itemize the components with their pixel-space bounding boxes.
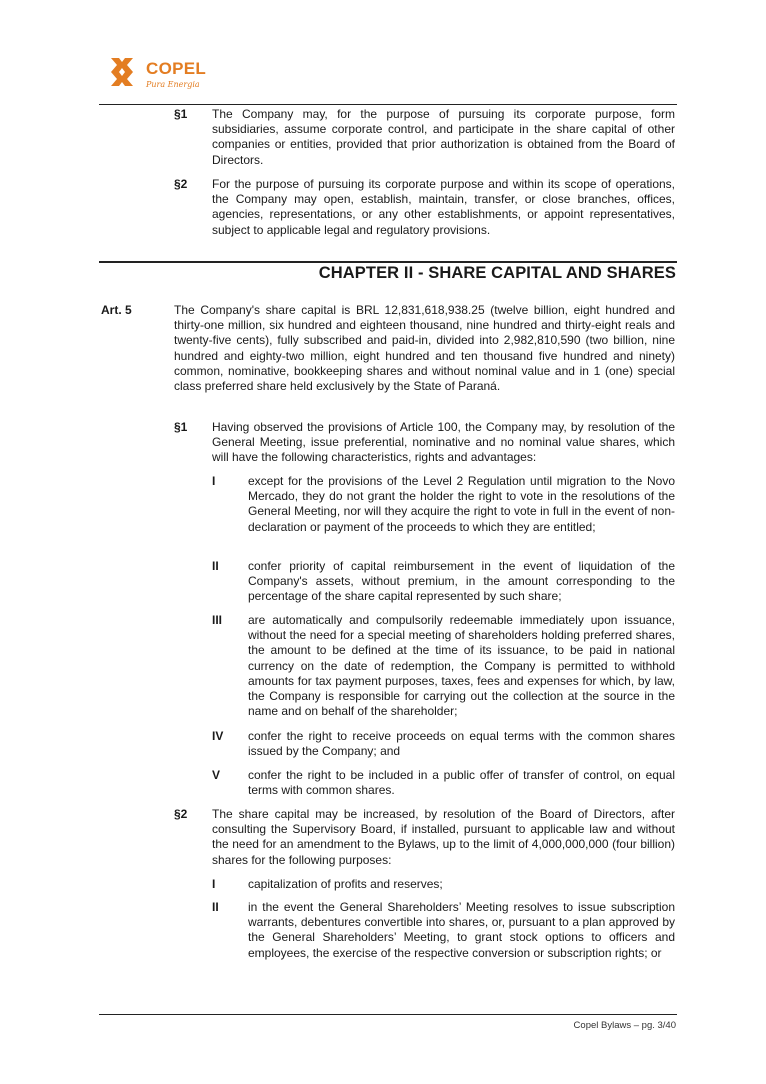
list-item-number: II	[212, 559, 219, 573]
logo-tagline: Pura Energia	[146, 80, 200, 89]
paragraph-label: §2	[174, 177, 188, 191]
list-item-text: capitalization of profits and reserves;	[248, 877, 443, 891]
list-item-number: III	[212, 613, 223, 627]
list-item-number: IV	[212, 729, 224, 743]
paragraph-text: The Company may, for the purpose of pursuing its corporate purpose, form subsidiaries, assume corporate control, and participate in the share capital of other companies or entities, provided that prior authorization is obtained from the Board of Directors.	[212, 107, 675, 167]
list-item-text: except for the provisions of the Level 2 Regulation until migration to the Novo Mercado, they do not grant the holder the right to vote in the resolutions of the General Meeting, nor will they acquire the right to vote in full in the event of non-declaration or payment of the proceeds to which they are entitled;	[248, 474, 675, 534]
list-item-text: confer the right to be included in a public offer of transfer of control, on equal terms with common shares.	[248, 768, 675, 798]
paragraph-label: §1	[174, 107, 188, 121]
footer-divider	[99, 1014, 677, 1015]
paragraph-label: §1	[174, 420, 188, 434]
logo-name: COPEL	[146, 59, 207, 78]
article-text: The Company's share capital is BRL 12,831,618,938.25 (twelve billion, eight hundred and thirty-one million, six hundred and eighteen thousand, nine hundred and thirty-eight reals and twenty-five cents), fully subscribed and paid-in, divided into 2,982,810,590 (two billion, nine hundred and eighty-two million, eight hundred and ten thousand five hundred and ninety) common, nominative, bookkeeping shares and without nominal value and in 1 (one) special class preferred share held exclusively by the State of Paraná.	[174, 303, 675, 394]
chapter-title: CHAPTER II - SHARE CAPITAL AND SHARES	[318, 264, 676, 282]
copel-logo-mark-icon	[110, 57, 142, 87]
article-label: Art. 5	[101, 303, 132, 317]
paragraph-label: §2	[174, 807, 188, 821]
list-item-number: I	[212, 877, 216, 891]
header-divider	[99, 104, 677, 105]
company-logo	[110, 54, 230, 94]
list-item-number: II	[212, 900, 219, 914]
list-item-text: confer priority of capital reimbursement in the event of liquidation of the Company's assets, without premium, in the amount corresponding to the percentage of the share capital represented by such share;	[248, 559, 675, 604]
list-item-number: V	[212, 768, 221, 782]
list-item-number: I	[212, 474, 216, 488]
paragraph-text: The share capital may be increased, by resolution of the Board of Directors, after consulting the Supervisory Board, if installed, pursuant to applicable law and without the need for an amendment to the Bylaws, up to the limit of 4,000,000,000 (four billion) shares for the following purposes:	[212, 807, 675, 867]
paragraph-text: Having observed the provisions of Article 100, the Company may, by resolution of the General Meeting, issue preferential, nominative and no nominal value shares, which will have the following characteristics, rights and advantages:	[212, 420, 675, 465]
page-footer: Copel Bylaws – pg. 3/40	[573, 1020, 676, 1031]
paragraph-text: For the purpose of pursuing its corporate purpose and within its scope of operations, the Company may open, establish, maintain, transfer, or close branches, offices, agencies, representations, or any other establishments, or appoint representatives, subject to applicable legal and regulatory provisions.	[212, 177, 675, 237]
list-item-text: are automatically and compulsorily redeemable immediately upon issuance, without the need for a special meeting of shareholders holding preferred shares, the amount to be defined at the time of its issuance, to be paid in national currency on the date of redemption, the Company is permitted to withhold amounts for tax payment purposes, taxes, fees and expenses for which, by law, the Company is responsible for carrying out the collection at the source in the name and on behalf of the shareholder;	[248, 613, 675, 719]
list-item-text: confer the right to receive proceeds on equal terms with the common shares issued by the Company; and	[248, 729, 675, 759]
chapter-divider	[99, 261, 677, 263]
list-item-text: in the event the General Shareholders’ Meeting resolves to issue subscription warrants, debentures convertible into shares, or, pursuant to a plan approved by the General Shareholders’ Meeting, to grant stock options to officers and employees, the exercise of the respective conversion or subscription rights; or	[248, 900, 675, 960]
